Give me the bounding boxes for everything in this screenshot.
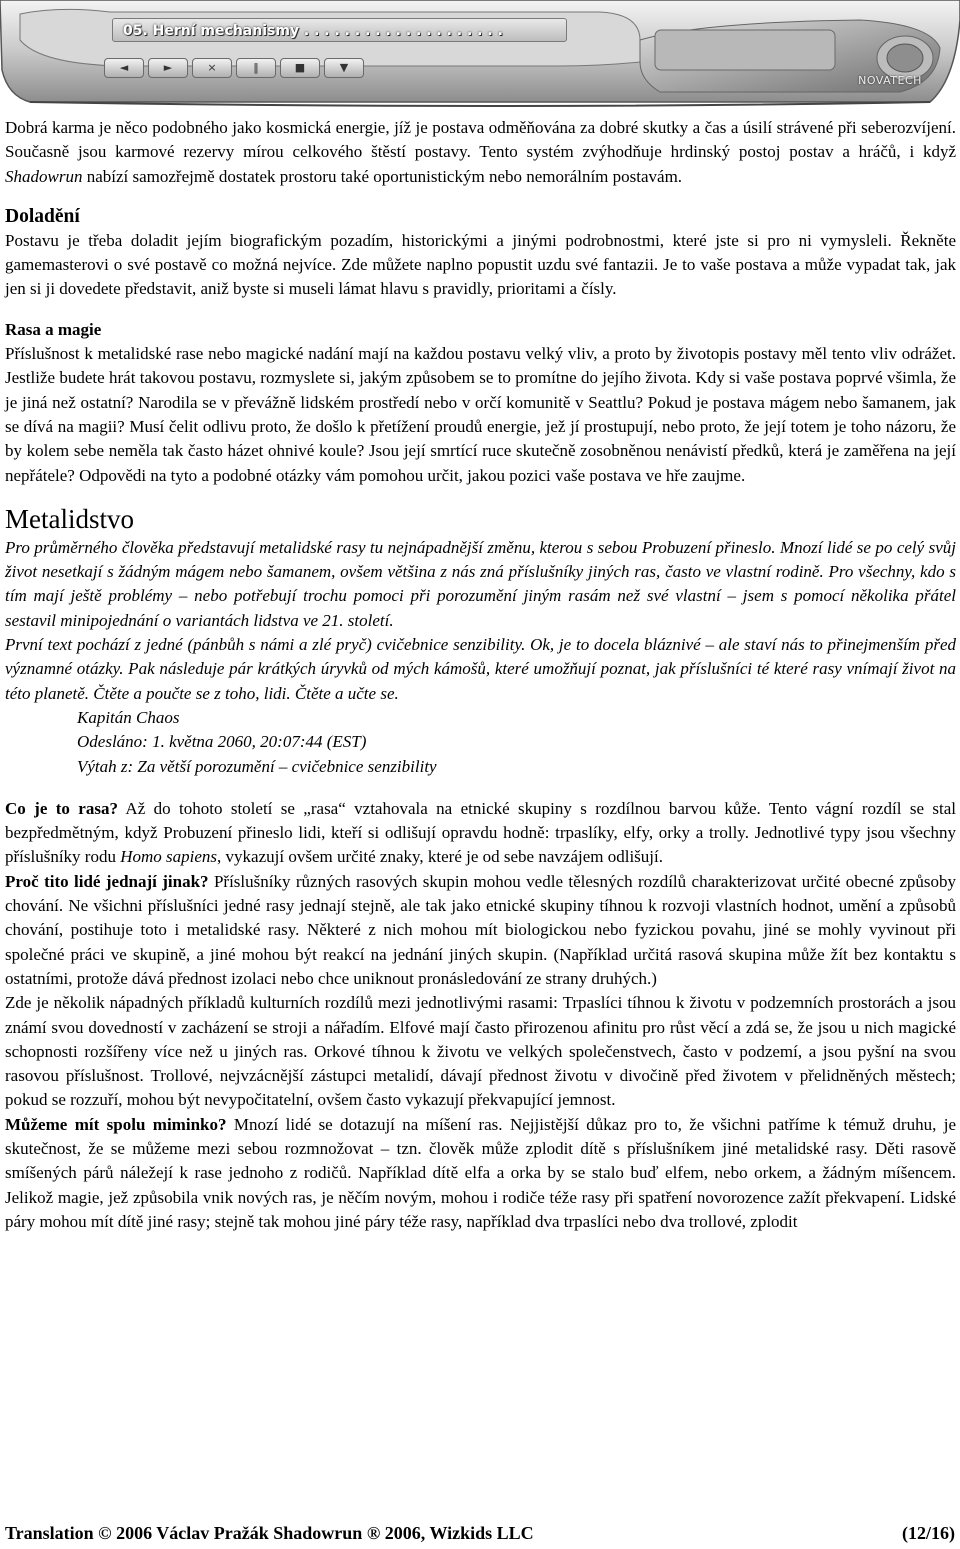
question-heading: Proč tito lidé jednají jinak?: [5, 871, 209, 891]
close-button[interactable]: ×: [192, 58, 232, 78]
question-heading: Můžeme mít spolu miminko?: [5, 1114, 227, 1134]
stop-button[interactable]: ■: [280, 58, 320, 78]
paragraph-text: Příslušníky různých rasových skupin mohou vedle tělesných rozdílů charakterizovat určité obecné způsoby chování. Ne všichni příslušníci jedné rasy jednají stejně, ale tak jako etnické skupiny tíhnou k rozvoji vlastních hodnot, umění a způsobů chování, postihuje toto i metalidské rasy. Některé z nich mohou mít biologickou nebo fyzickou povahu, jiné se mohly vyvinout při společné práci ve skupině, a jiné mohou být reakcí na jednání jiných skupin. (Například určitá rasová skupina může žít bez kontaktu s ostatními, protože dává přednost izolaci nebo chce uniknout pronásledování ze strany druhých.): [5, 871, 957, 988]
rasa-paragraph: Příslušnost k metalidské rase nebo magické nadání mají na každou postavu velký vliv, a proto by životopis postavy měl tento vliv odrážet. Jestliže budete hrát takovou postavu, rozmyslete si, jakým způsobem se to promítne do jejího života. Kdy si vaše postava poprvé všimla, že je jiná než ostatní? Narodila se v převážně lidském prostředí nebo v orčí komunitě v Seattlu? Pokud je postava mágem nebo šamanem, jak se dívá na magii? Musí čelit odlivu proto, že došlo k přetížení proudů energie, jež jí prostupují, nebo proto, že její totem je toho názoru, že by kolem sebe neměla tak často házet ohnivé koule? Jsou její smrtící ruce skutečně zosobněnou nenávistí předků, která je zaměřena na její nepřátele? Odpovědi na tyto a podobné otázky vám pomohou určit, jakou pozici vaše postava ve hře zaujme.: [5, 344, 956, 485]
intro-italic: Shadowrun: [5, 166, 83, 186]
menu-button[interactable]: ▼: [324, 58, 364, 78]
paragraph-text: Až do tohoto století se „rasa“ vztahovala na etnické skupiny s rozdílnou barvou kůže. Tento vágní rozdíl se stal bezpředmětným, když Probuzení přineslo lidi, kteří si odlišují opravdu hodně: trpaslíky, elfy, orky a trolly. Jednotlivé typy jsou všechny příslušníky rodu: [5, 798, 957, 867]
question-heading: Co je to rasa?: [5, 798, 118, 818]
page-number: (12/16): [902, 1523, 955, 1543]
quote-paragraph-2: První text pochází z jedné (pánbůh s námi a zlé pryč) cvičebnice senzibility. Ok, je to docela bláznivé – ale staví nás to přinejmenším před významné otázky. Pak následuje pár krátkých úryvků od mých kámošů, které umožňují poznat, jak příslušníci té které rasy vnímají život na této planetě. Čtěte a poučte se z toho, lidi. Čtěte a učte se.: [5, 635, 956, 703]
prev-button[interactable]: ◄: [104, 58, 144, 78]
chrome-frame-graphic: [0, 0, 960, 110]
brand-logo: NOVATECH: [858, 74, 922, 87]
intro-text: Dobrá karma je něco podobného jako kosmická energie, jíž je postava odměňována za dobré skutky a čas a úsilí strávené při seberozvíjení. Současně jsou karmové rezervy mírou celkového štěstí postavy. Tento systém zvýhodňuje hrdinský postoj postav a hráčů, i když: [5, 118, 956, 162]
next-button[interactable]: ►: [148, 58, 188, 78]
section-title: 05. Herní mechanismy . . . . . . . . . . . . . . . . . . . .: [112, 18, 567, 42]
signature-author: Kapitán Chaos: [77, 707, 180, 727]
page-footer: [5, 1522, 955, 1544]
heading-doladeni: Doladění: [5, 205, 80, 227]
heading-metalidstvo: Metalidstvo: [5, 503, 134, 534]
paragraph-text: , vykazují ovšem určité znaky, které je od sebe navzájem odlišují.: [217, 847, 663, 867]
footer-copyright: Translation © 2006 Václav Pražák Shadowrun ® 2006, Wizkids LLC: [5, 1523, 534, 1543]
intro-text-end: nabízí samozřejmě dostatek prostoru také oportunistickým nebo nemorálním postavám.: [82, 166, 683, 186]
examples-paragraph: Zde je několik nápadných příkladů kulturních rozdílů mezi jednotlivými rasami: Trpaslíci tíhnou k životu v podzemních prostorách a jsou známí svou dovedností v zacházení se stroji a nářadím. Elfové mají často přirozenou afinitu pro růst věcí a zdá se, že jsou u nich magické schopnosti rozšířeny více než u jiných ras. Orkové tíhnou k životu ve velkých společenstvech, často v podzemí, a jsou pyšní na svou rasovou příslušnost. Trollové, nejvzácnější zástupci metalidí, dávají přednost životu v divočině před životem v přelidněných městech; pokud se rozzuří, mohou být nevypočitatelní, ovšem často vykazují překvapující jemnost.: [5, 993, 956, 1110]
quote-paragraph-1: Pro průměrného člověka představují metalidské rasy tu nejnápadnější změnu, kterou s sebou Probuzení přineslo. Mnozí lidé se po celý svůj život nesetkají s žádným mágem nebo šamanem, ovšem většina z nás zná příslušníky jiných ras, často ve vlastní rodině. Pro všechny, kdo s tím mají ještě problémy – nebo potřebují trochu pomoci při porozumění jiným rasám než své vlastní – jsem s pomocí několika přátel sestavil minipojednání o variantách lidstva ve 21. století.: [5, 537, 956, 630]
doladeni-paragraph: Postavu je třeba doladit jejím biografickým pozadím, historickými a jinými podrobnostmi, které jste si pro ni vymysleli. Řekněte gamemasterovi o své postavě co možná nejvíce. Zde můžete naplno popustit uzdu své fantazii. Je to vaše postava a může vypadat tak, jak jen si ji dovedete představit, aniž byste si museli lámat hlavu s pravidly, prioritami a čísly.: [5, 230, 956, 299]
paragraph-text: Mnozí lidé se dotazují na míšení ras. Nejjistější důkaz pro to, že všichni patříme k témuž druhu, je skutečnost, že se můžeme mezi sebou rozmnožovat – tzn. člověk může zplodit dítě s příslušníkem jiné metalidské rasy. Děti rasově smíšených párů náležejí k rase jednoho z rodičů. Například dítě elfa a orka by se stalo buď elfem, nebo orkem, a žádným míšencem. Jelikož magie, jež způsobila vnik nových ras, je něčím novým, mohou i rodiče téže rasy při spatření novorozence zažít překvapení. Lidské páry mohou mít dítě jiné rasy; stejně tak mohou jiné páry téže rasy, například dva trpaslíci nebo dva trollové, zplodit: [5, 1114, 956, 1231]
document-body: [5, 116, 956, 1234]
rasa-question-paragraph: [5, 797, 956, 870]
intro-paragraph: [5, 116, 956, 189]
italic-term: Homo sapiens: [120, 847, 218, 867]
signature-source: Výtah z: Za větší porozumění – cvičebnice senzibility: [77, 756, 437, 776]
behavior-question-paragraph: [5, 870, 956, 991]
baby-question-paragraph: [5, 1113, 956, 1234]
pause-button[interactable]: ‖: [236, 58, 276, 78]
signature-sent: Odesláno: 1. května 2060, 20:07:44 (EST): [77, 732, 367, 752]
heading-rasa-magie: Rasa a magie: [5, 319, 102, 339]
header-chrome: [0, 0, 960, 110]
